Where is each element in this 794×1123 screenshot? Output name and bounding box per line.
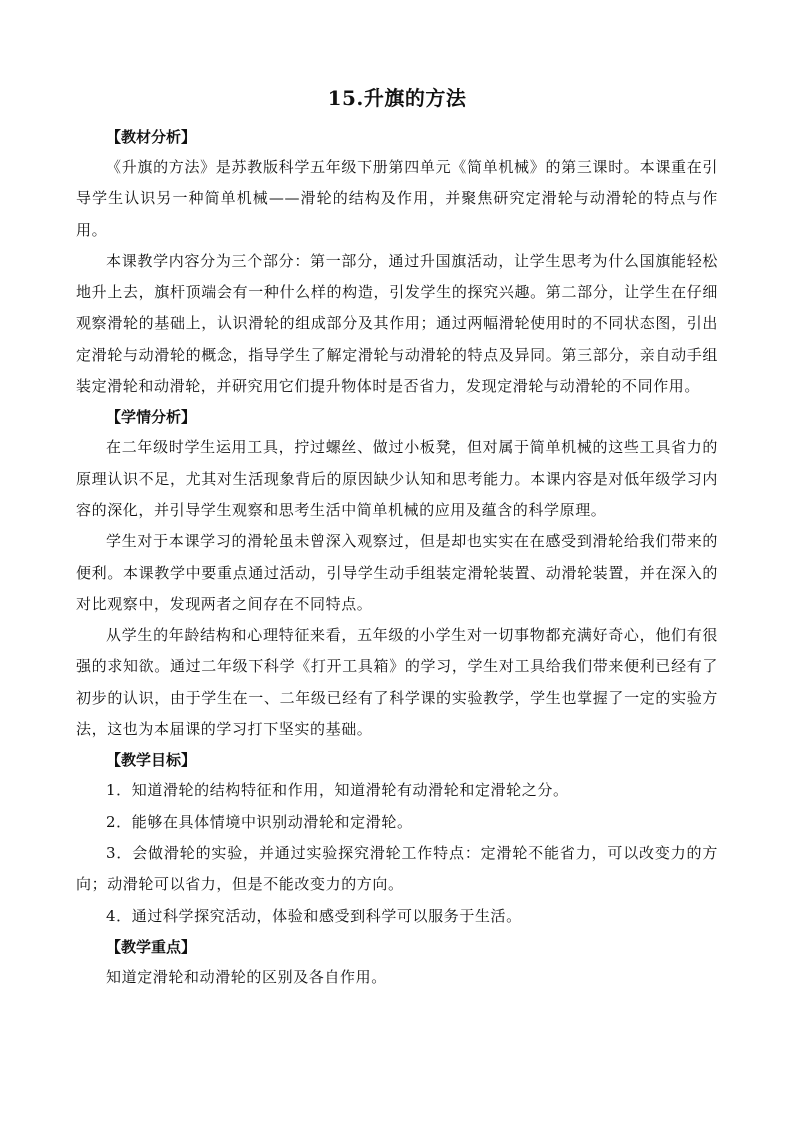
section-heading: 【教学重点】 [106, 937, 197, 956]
objective-item: 3．会做滑轮的实验，并通过实验探究滑轮工作特点：定滑轮不能省力，可以改变力的方向；动滑轮可以省力，但是不能改变力的方向。 [76, 843, 718, 894]
section-heading: 【学情分析】 [106, 408, 197, 427]
paragraph: 本课教学内容分为三个部分：第一部分，通过升国旗活动，让学生思考为什么国旗能轻松地升上去，旗杆顶端会有一种什么样的构造，引发学生的探究兴趣。第二部分，让学生在仔细观察滑轮的基础上，认识滑轮的组成部分及其作用；通过两幅滑轮使用时的不同状态图，引出定滑轮与动滑轮的概念，指导学生了解定滑轮与动滑轮的特点及异同。第三部分，亲自动手组装定滑轮和动滑轮，并研究用它们提升物体时是否省力，发现定滑轮与动滑轮的不同作用。 [76, 251, 718, 396]
objective-item: 2．能够在具体情境中识别动滑轮和定滑轮。 [106, 812, 413, 831]
section-student-analysis [76, 402, 718, 745]
objective-item: 1．知道滑轮的结构特征和作用，知道滑轮有动滑轮和定滑轮之分。 [106, 781, 569, 800]
section-teaching-objectives [76, 745, 718, 931]
section-teaching-focus [76, 932, 718, 993]
paragraph: 《升旗的方法》是苏教版科学五年级下册第四单元《简单机械》的第三课时。本课重在引导学生认识另一种简单机械——滑轮的结构及作用，并聚焦研究定滑轮与动滑轮的特点与作用。 [76, 158, 718, 239]
section-textbook-analysis [76, 122, 718, 402]
paragraph: 在二年级时学生运用工具，拧过螺丝、做过小板凳，但对属于简单机械的这些工具省力的原理认识不足，尤其对生活现象背后的原因缺少认知和思考能力。本课内容是对低年级学习内容的深化，并引导学生观察和思考生活中简单机械的应用及蕴含的科学原理。 [76, 438, 718, 519]
paragraph: 学生对于本课学习的滑轮虽未曾深入观察过，但是却也实实在在感受到滑轮给我们带来的便利。本课教学中要重点通过活动，引导学生动手组装定滑轮装置、动滑轮装置，并在深入的对比观察中，发现两者之间存在不同特点。 [76, 532, 718, 613]
paragraph: 知道定滑轮和动滑轮的区别及各自作用。 [106, 967, 387, 986]
objective-item: 4．通过科学探究活动，体验和感受到科学可以服务于生活。 [106, 906, 522, 925]
paragraph: 从学生的年龄结构和心理特征来看，五年级的小学生对一切事物都充满好奇心，他们有很强的求知欲。通过二年级下科学《打开工具箱》的学习，学生对工具给我们带来便利已经有了初步的认识，由于学生在一、二年级已经有了科学课的实验教学，学生也掌握了一定的实验方法，这也为本届课的学习打下坚实的基础。 [76, 626, 718, 739]
section-heading: 【教材分析】 [106, 128, 197, 146]
page-title: 15.升旗的方法 [327, 86, 467, 110]
section-heading: 【教学目标】 [106, 751, 197, 770]
